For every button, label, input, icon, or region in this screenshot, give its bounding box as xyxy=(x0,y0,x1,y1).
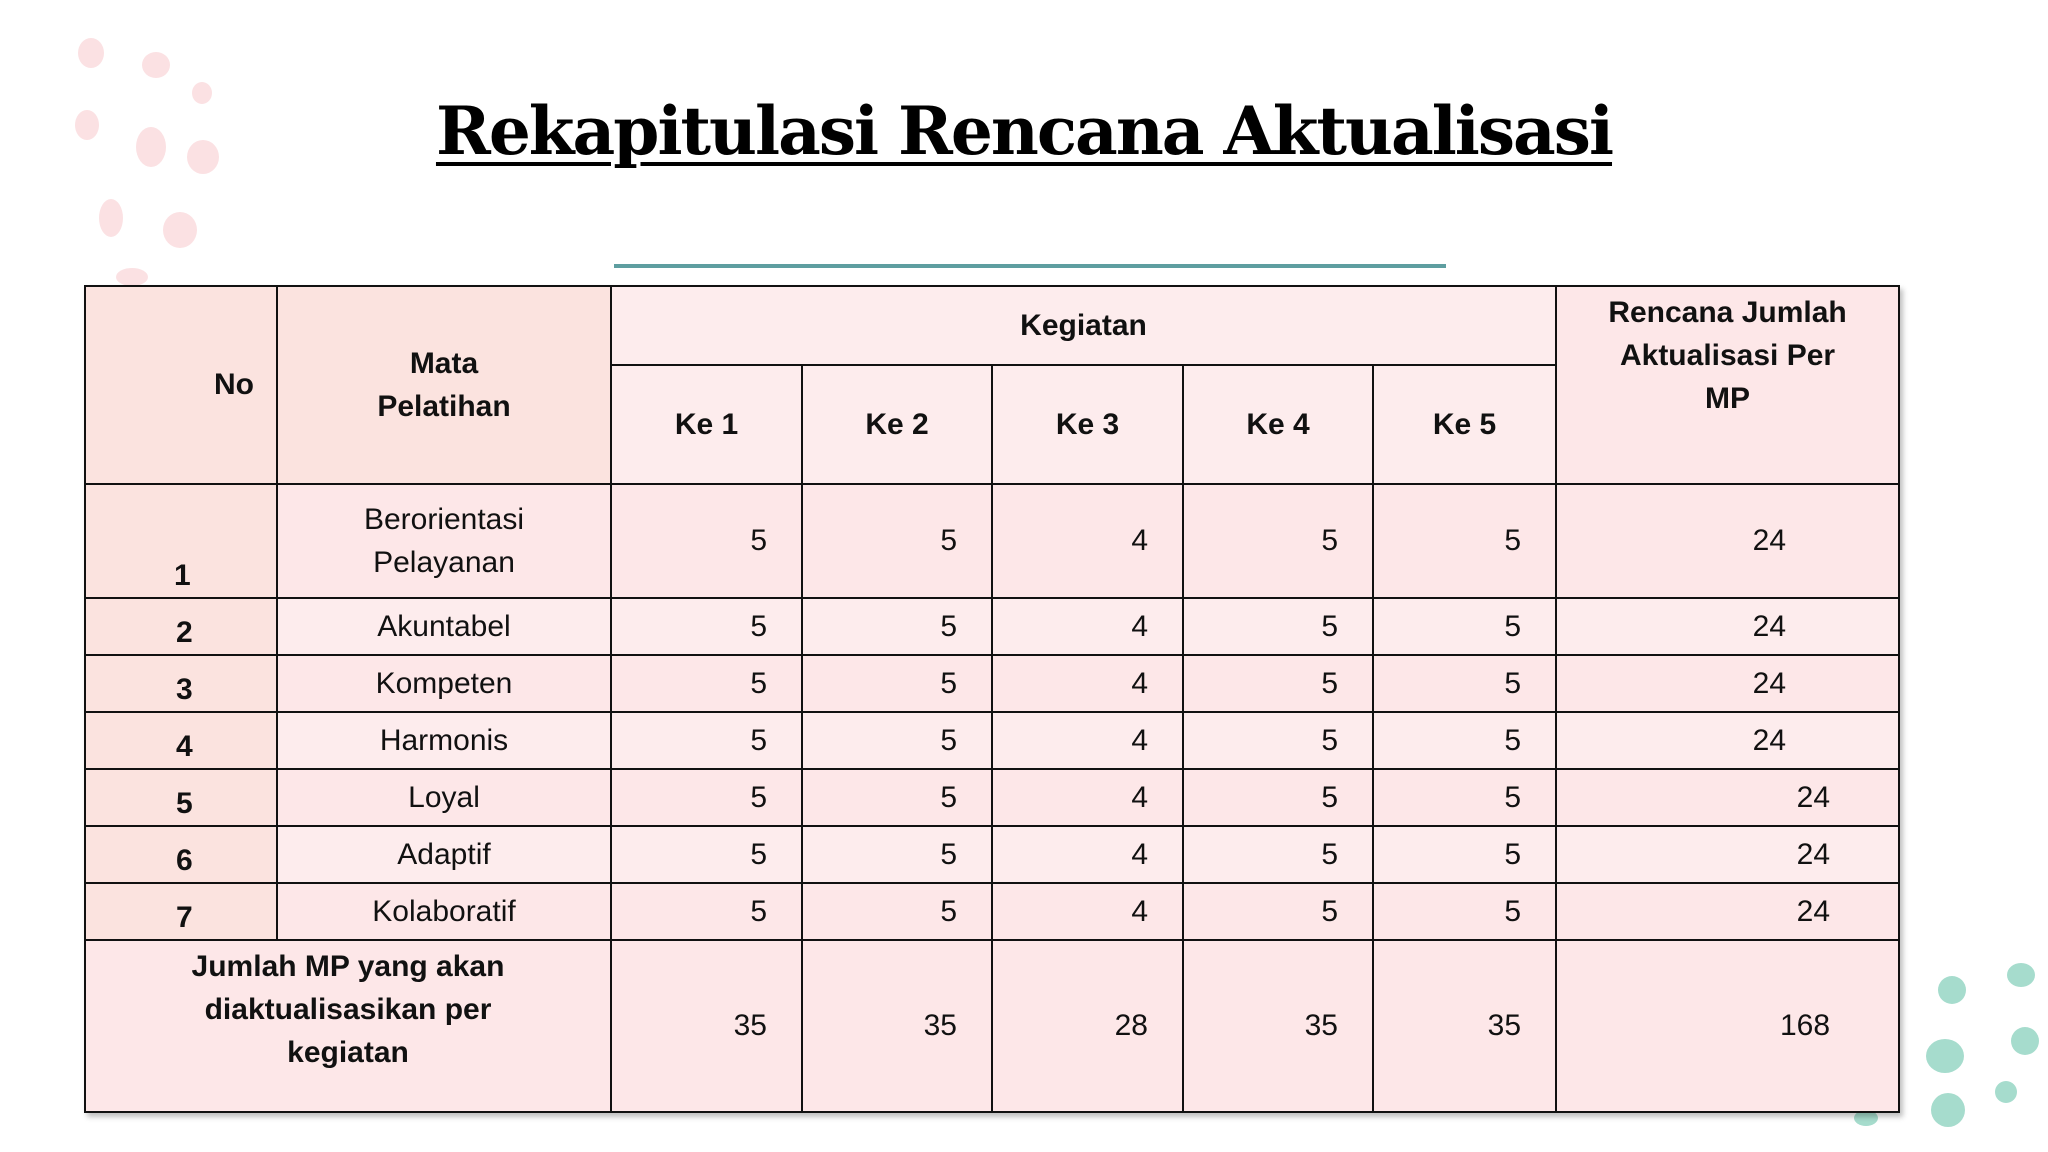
header-ke-3: Ke 3 xyxy=(992,365,1183,484)
row-mata-pelatihan: Loyal xyxy=(277,769,611,826)
row-value: 5 xyxy=(802,655,992,712)
row-value: 5 xyxy=(1373,712,1556,769)
row-value: 5 xyxy=(611,598,802,655)
footer-total: 168 xyxy=(1556,940,1899,1112)
row-mata-pelatihan-text: Berorientasi Pelayanan xyxy=(363,503,525,579)
footer-label xyxy=(85,940,611,1112)
row-value: 5 xyxy=(611,826,802,883)
table-row xyxy=(85,655,1899,712)
row-value: 4 xyxy=(992,883,1183,940)
row-no: 4 xyxy=(85,712,277,769)
row-value: 5 xyxy=(802,826,992,883)
row-value: 5 xyxy=(1183,598,1373,655)
row-no: 7 xyxy=(85,883,277,940)
row-total: 24 xyxy=(1556,769,1899,826)
row-value: 5 xyxy=(1183,826,1373,883)
row-value: 5 xyxy=(1373,655,1556,712)
row-no: 5 xyxy=(85,769,277,826)
row-value: 5 xyxy=(802,484,992,598)
row-value: 5 xyxy=(802,712,992,769)
row-total: 24 xyxy=(1556,826,1899,883)
header-row xyxy=(85,286,1899,365)
row-total: 24 xyxy=(1556,484,1899,598)
footer-label-text: Jumlah MP yang akan diaktualisasikan per kegiatan xyxy=(191,950,505,1069)
header-ke-2: Ke 2 xyxy=(802,365,992,484)
footer-value: 35 xyxy=(611,940,802,1112)
row-mata-pelatihan xyxy=(277,484,611,598)
row-total: 24 xyxy=(1556,598,1899,655)
row-value: 5 xyxy=(1373,598,1556,655)
row-value: 5 xyxy=(1183,655,1373,712)
footer-value: 35 xyxy=(1373,940,1556,1112)
row-value: 5 xyxy=(1373,769,1556,826)
row-value: 5 xyxy=(611,484,802,598)
row-no: 3 xyxy=(85,655,277,712)
footer-row xyxy=(85,940,1899,1112)
row-value: 5 xyxy=(611,655,802,712)
table-row xyxy=(85,883,1899,940)
row-value: 5 xyxy=(611,883,802,940)
row-mata-pelatihan: Harmonis xyxy=(277,712,611,769)
row-total: 24 xyxy=(1556,655,1899,712)
footer-value: 35 xyxy=(802,940,992,1112)
row-value: 4 xyxy=(992,712,1183,769)
table-row xyxy=(85,598,1899,655)
row-no: 2 xyxy=(85,598,277,655)
header-mata-pelatihan-text: Mata Pelatihan xyxy=(377,347,511,423)
footer-value: 28 xyxy=(992,940,1183,1112)
row-mata-pelatihan: Kolaboratif xyxy=(277,883,611,940)
row-value: 5 xyxy=(802,769,992,826)
row-value: 5 xyxy=(611,712,802,769)
table-row xyxy=(85,826,1899,883)
row-value: 5 xyxy=(1183,883,1373,940)
row-total: 24 xyxy=(1556,712,1899,769)
row-value: 5 xyxy=(1183,769,1373,826)
table-row xyxy=(85,484,1899,598)
header-ke-1: Ke 1 xyxy=(611,365,802,484)
recap-table xyxy=(84,285,1900,1113)
table-row xyxy=(85,712,1899,769)
header-mata-pelatihan xyxy=(277,286,611,484)
header-ke-5: Ke 5 xyxy=(1373,365,1556,484)
header-kegiatan: Kegiatan xyxy=(611,286,1556,365)
row-value: 5 xyxy=(1373,484,1556,598)
row-value: 4 xyxy=(992,598,1183,655)
header-rencana-text: Rencana Jumlah Aktualisasi Per MP xyxy=(1608,296,1847,415)
row-no: 6 xyxy=(85,826,277,883)
table-row xyxy=(85,769,1899,826)
row-value: 5 xyxy=(1373,826,1556,883)
row-mata-pelatihan: Akuntabel xyxy=(277,598,611,655)
row-value: 5 xyxy=(1183,484,1373,598)
row-value: 5 xyxy=(802,598,992,655)
row-mata-pelatihan: Kompeten xyxy=(277,655,611,712)
row-value: 4 xyxy=(992,826,1183,883)
footer-value: 35 xyxy=(1183,940,1373,1112)
row-total: 24 xyxy=(1556,883,1899,940)
row-value: 5 xyxy=(1183,712,1373,769)
page-title-text: Rekapitulasi Rencana Aktualisasi xyxy=(435,92,1613,170)
row-value: 4 xyxy=(992,655,1183,712)
header-rencana xyxy=(1556,286,1899,484)
header-ke-4: Ke 4 xyxy=(1183,365,1373,484)
accent-divider xyxy=(614,264,1446,268)
row-value: 5 xyxy=(611,769,802,826)
row-mata-pelatihan: Adaptif xyxy=(277,826,611,883)
page-title xyxy=(0,92,2048,170)
row-value: 4 xyxy=(992,484,1183,598)
row-value: 5 xyxy=(1373,883,1556,940)
row-value: 5 xyxy=(802,883,992,940)
row-value: 4 xyxy=(992,769,1183,826)
row-no: 1 xyxy=(85,484,277,598)
header-no: No xyxy=(85,286,277,484)
